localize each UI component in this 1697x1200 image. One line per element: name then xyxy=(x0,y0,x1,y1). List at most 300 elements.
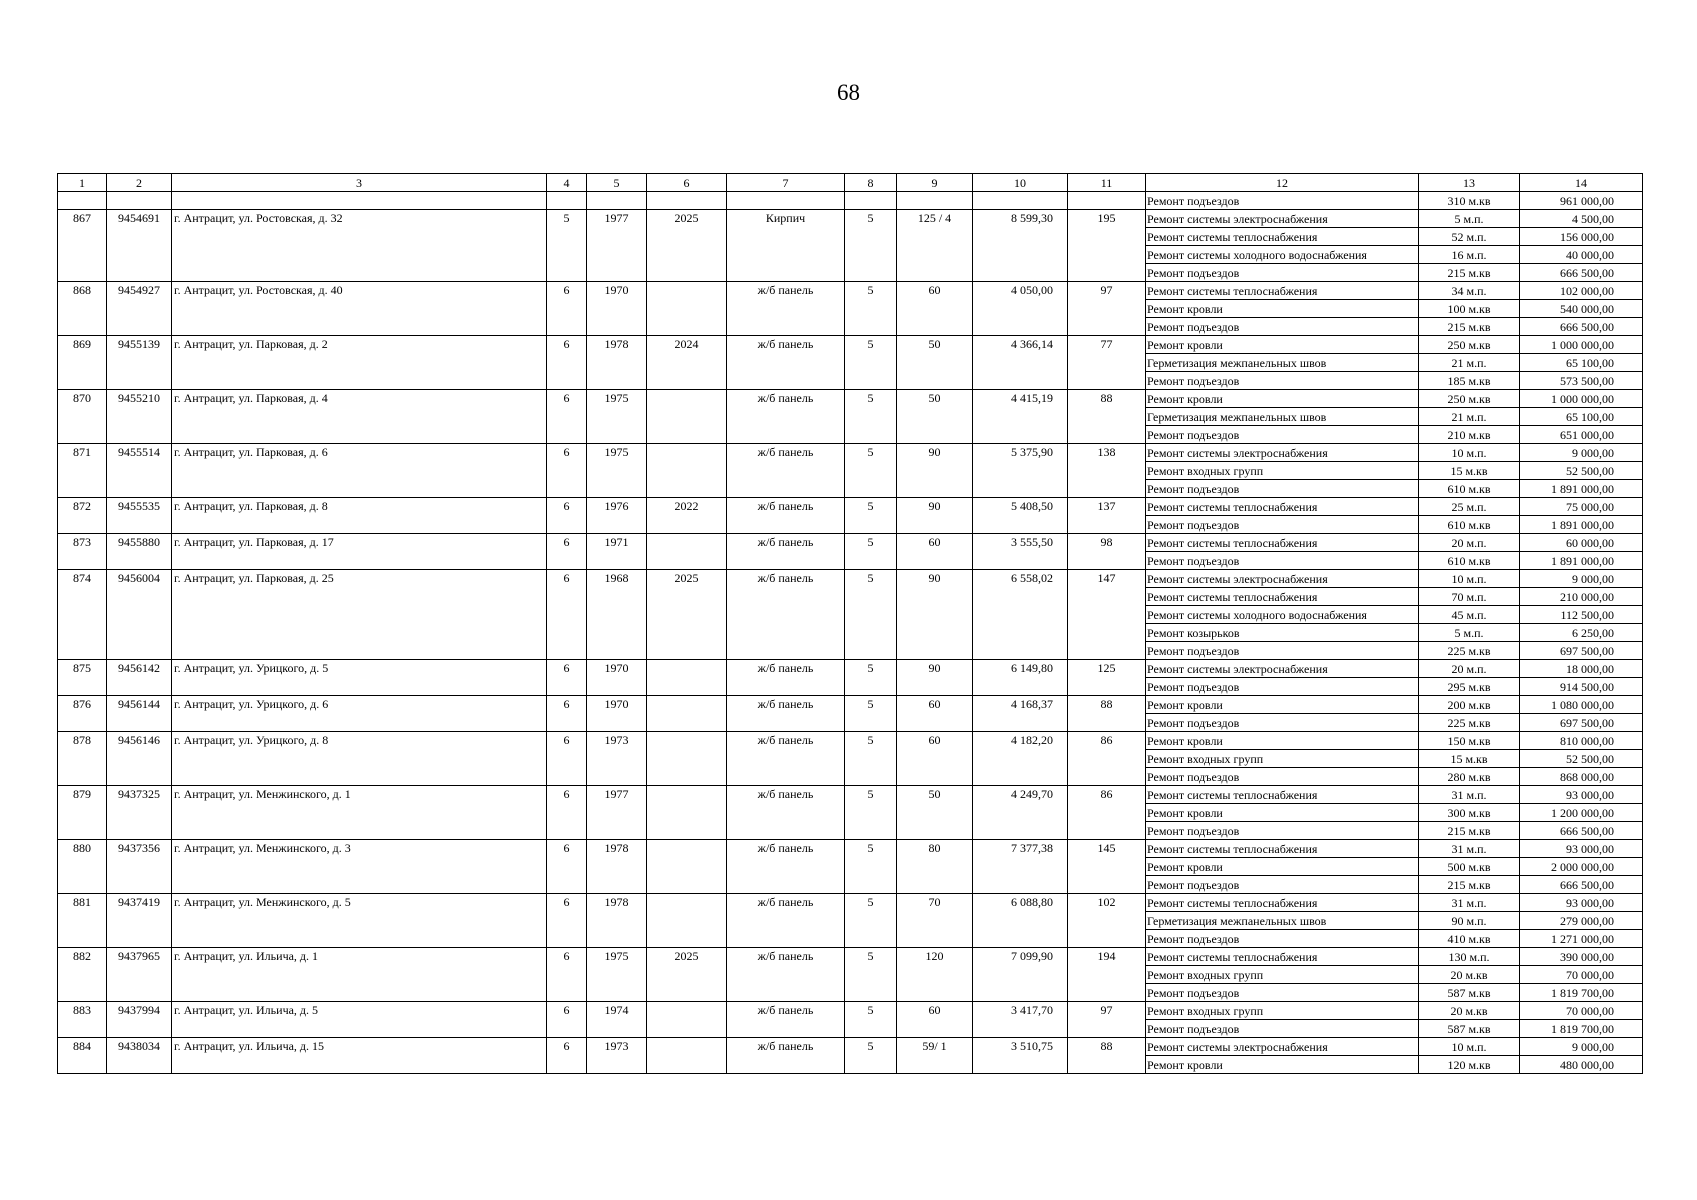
column-header-6: 6 xyxy=(647,174,727,192)
cell-work-cost: 666 500,00 xyxy=(1520,822,1643,840)
cell-col-9: 60 xyxy=(897,1002,973,1020)
cell-work-type: Ремонт системы теплоснабжения xyxy=(1146,588,1419,606)
cell-col-11: 97 xyxy=(1068,1002,1146,1020)
cell-building-id xyxy=(107,552,172,570)
cell-col-11: 86 xyxy=(1068,786,1146,804)
cell-col-4: 6 xyxy=(547,336,587,354)
cell-col-9: 50 xyxy=(897,336,973,354)
cell-work-type: Ремонт подъездов xyxy=(1146,822,1419,840)
cell-work-volume: 70 м.п. xyxy=(1419,588,1520,606)
cell-work-cost: 1 819 700,00 xyxy=(1520,984,1643,1002)
cell-col-4 xyxy=(547,354,587,372)
cell-build-year: 1975 xyxy=(587,948,647,966)
cell-work-cost: 52 500,00 xyxy=(1520,462,1643,480)
cell-col-11: 125 xyxy=(1068,660,1146,678)
cell-address xyxy=(172,750,547,768)
cell-col-11 xyxy=(1068,192,1146,210)
cell-floors: 5 xyxy=(845,336,897,354)
cell-area xyxy=(973,966,1068,984)
cell-col-11 xyxy=(1068,714,1146,732)
table-row xyxy=(58,894,1643,912)
cell-record-number: 873 xyxy=(58,534,107,552)
cell-building-id: 9456146 xyxy=(107,732,172,750)
cell-col-4 xyxy=(547,588,587,606)
table-row xyxy=(58,192,1643,210)
cell-work-volume: 300 м.кв xyxy=(1419,804,1520,822)
cell-build-year xyxy=(587,372,647,390)
cell-address xyxy=(172,876,547,894)
cell-area: 4 168,37 xyxy=(973,696,1068,714)
cell-work-volume: 587 м.кв xyxy=(1419,1020,1520,1038)
cell-building-id xyxy=(107,246,172,264)
cell-building-id: 9454691 xyxy=(107,210,172,228)
table-row xyxy=(58,984,1643,1002)
cell-record-number xyxy=(58,588,107,606)
cell-work-type: Ремонт подъездов xyxy=(1146,1020,1419,1038)
cell-col-9: 90 xyxy=(897,660,973,678)
cell-work-cost: 4 500,00 xyxy=(1520,210,1643,228)
cell-work-cost: 390 000,00 xyxy=(1520,948,1643,966)
cell-floors xyxy=(845,642,897,660)
cell-wall-material xyxy=(727,300,845,318)
cell-work-type: Ремонт подъездов xyxy=(1146,426,1419,444)
table-row xyxy=(58,714,1643,732)
cell-col-11: 145 xyxy=(1068,840,1146,858)
cell-floors xyxy=(845,480,897,498)
cell-work-type: Ремонт подъездов xyxy=(1146,876,1419,894)
cell-work-volume: 130 м.п. xyxy=(1419,948,1520,966)
cell-col-6 xyxy=(647,354,727,372)
cell-work-type: Ремонт подъездов xyxy=(1146,516,1419,534)
table-row xyxy=(58,372,1643,390)
cell-col-4 xyxy=(547,408,587,426)
cell-work-type: Ремонт подъездов xyxy=(1146,192,1419,210)
cell-record-number xyxy=(58,426,107,444)
cell-build-year xyxy=(587,750,647,768)
table-row xyxy=(58,570,1643,588)
table-row xyxy=(58,390,1643,408)
cell-record-number: 869 xyxy=(58,336,107,354)
cell-building-id xyxy=(107,462,172,480)
cell-work-volume: 45 м.п. xyxy=(1419,606,1520,624)
cell-col-4 xyxy=(547,372,587,390)
cell-col-9 xyxy=(897,246,973,264)
cell-building-id xyxy=(107,642,172,660)
cell-floors xyxy=(845,876,897,894)
cell-address: г. Антрацит, ул. Парковая, д. 25 xyxy=(172,570,547,588)
cell-wall-material xyxy=(727,876,845,894)
cell-work-type: Герметизация межпанельных швов xyxy=(1146,912,1419,930)
table-row xyxy=(58,354,1643,372)
cell-address xyxy=(172,930,547,948)
cell-col-11 xyxy=(1068,264,1146,282)
cell-col-6 xyxy=(647,840,727,858)
cell-building-id xyxy=(107,768,172,786)
table-row xyxy=(58,822,1643,840)
cell-work-cost: 914 500,00 xyxy=(1520,678,1643,696)
cell-col-6 xyxy=(647,372,727,390)
cell-building-id xyxy=(107,264,172,282)
cell-build-year xyxy=(587,822,647,840)
cell-area xyxy=(973,804,1068,822)
cell-col-4: 6 xyxy=(547,660,587,678)
cell-address xyxy=(172,228,547,246)
cell-record-number xyxy=(58,876,107,894)
cell-wall-material xyxy=(727,480,845,498)
cell-col-4 xyxy=(547,750,587,768)
cell-col-6 xyxy=(647,750,727,768)
cell-floors: 5 xyxy=(845,840,897,858)
table-row xyxy=(58,210,1643,228)
cell-work-cost: 810 000,00 xyxy=(1520,732,1643,750)
cell-building-id xyxy=(107,192,172,210)
cell-col-6 xyxy=(647,930,727,948)
cell-address: г. Антрацит, ул. Ильича, д. 5 xyxy=(172,1002,547,1020)
cell-area xyxy=(973,678,1068,696)
cell-col-6 xyxy=(647,624,727,642)
cell-work-volume: 20 м.п. xyxy=(1419,534,1520,552)
cell-col-4 xyxy=(547,246,587,264)
cell-work-volume: 25 м.п. xyxy=(1419,498,1520,516)
cell-col-9: 60 xyxy=(897,534,973,552)
cell-floors xyxy=(845,426,897,444)
cell-col-4: 6 xyxy=(547,534,587,552)
cell-building-id xyxy=(107,426,172,444)
cell-floors: 5 xyxy=(845,894,897,912)
cell-floors xyxy=(845,1056,897,1074)
cell-build-year xyxy=(587,984,647,1002)
cell-build-year xyxy=(587,624,647,642)
cell-wall-material: ж/б панель xyxy=(727,282,845,300)
table-row xyxy=(58,498,1643,516)
cell-floors xyxy=(845,372,897,390)
cell-wall-material xyxy=(727,642,845,660)
cell-address: г. Антрацит, ул. Урицкого, д. 8 xyxy=(172,732,547,750)
cell-work-type: Ремонт подъездов xyxy=(1146,552,1419,570)
cell-building-id: 9437994 xyxy=(107,1002,172,1020)
cell-wall-material: ж/б панель xyxy=(727,498,845,516)
cell-build-year xyxy=(587,462,647,480)
cell-building-id xyxy=(107,678,172,696)
cell-col-6 xyxy=(647,606,727,624)
cell-work-volume: 215 м.кв xyxy=(1419,264,1520,282)
cell-wall-material xyxy=(727,246,845,264)
cell-col-11: 195 xyxy=(1068,210,1146,228)
cell-building-id xyxy=(107,984,172,1002)
cell-work-cost: 112 500,00 xyxy=(1520,606,1643,624)
cell-area: 7 377,38 xyxy=(973,840,1068,858)
cell-building-id: 9455535 xyxy=(107,498,172,516)
cell-area xyxy=(973,624,1068,642)
cell-col-11 xyxy=(1068,516,1146,534)
cell-work-volume: 225 м.кв xyxy=(1419,642,1520,660)
cell-col-6 xyxy=(647,678,727,696)
cell-wall-material xyxy=(727,408,845,426)
cell-col-9 xyxy=(897,678,973,696)
cell-record-number xyxy=(58,318,107,336)
cell-floors xyxy=(845,714,897,732)
cell-build-year xyxy=(587,678,647,696)
cell-record-number xyxy=(58,930,107,948)
cell-area: 5 408,50 xyxy=(973,498,1068,516)
cell-wall-material xyxy=(727,750,845,768)
cell-col-9: 60 xyxy=(897,696,973,714)
cell-col-6 xyxy=(647,1038,727,1056)
cell-record-number: 879 xyxy=(58,786,107,804)
cell-building-id: 9456144 xyxy=(107,696,172,714)
cell-work-volume: 610 м.кв xyxy=(1419,480,1520,498)
cell-work-volume: 100 м.кв xyxy=(1419,300,1520,318)
cell-col-11 xyxy=(1068,876,1146,894)
cell-col-11 xyxy=(1068,300,1146,318)
cell-wall-material xyxy=(727,606,845,624)
cell-area: 6 088,80 xyxy=(973,894,1068,912)
cell-wall-material: ж/б панель xyxy=(727,1002,845,1020)
table-row xyxy=(58,300,1643,318)
table-row xyxy=(58,336,1643,354)
cell-building-id xyxy=(107,300,172,318)
cell-col-9 xyxy=(897,912,973,930)
cell-work-volume: 10 м.п. xyxy=(1419,570,1520,588)
cell-record-number: 868 xyxy=(58,282,107,300)
cell-col-9 xyxy=(897,858,973,876)
table-row xyxy=(58,750,1643,768)
cell-work-volume: 15 м.кв xyxy=(1419,750,1520,768)
table-row xyxy=(58,264,1643,282)
cell-work-cost: 666 500,00 xyxy=(1520,876,1643,894)
table-row xyxy=(58,1038,1643,1056)
cell-col-11 xyxy=(1068,354,1146,372)
cell-build-year xyxy=(587,588,647,606)
cell-area xyxy=(973,876,1068,894)
cell-area xyxy=(973,930,1068,948)
cell-record-number xyxy=(58,678,107,696)
cell-col-6 xyxy=(647,822,727,840)
cell-address xyxy=(172,804,547,822)
cell-work-cost: 1 891 000,00 xyxy=(1520,552,1643,570)
cell-address xyxy=(172,678,547,696)
cell-floors: 5 xyxy=(845,282,897,300)
cell-col-6 xyxy=(647,1056,727,1074)
cell-floors xyxy=(845,930,897,948)
cell-address: г. Антрацит, ул. Менжинского, д. 3 xyxy=(172,840,547,858)
cell-work-type: Ремонт кровли xyxy=(1146,1056,1419,1074)
cell-work-cost: 666 500,00 xyxy=(1520,264,1643,282)
cell-col-6 xyxy=(647,228,727,246)
cell-col-4: 6 xyxy=(547,948,587,966)
cell-address: г. Антрацит, ул. Ростовская, д. 32 xyxy=(172,210,547,228)
cell-work-cost: 651 000,00 xyxy=(1520,426,1643,444)
cell-build-year xyxy=(587,966,647,984)
cell-col-4: 6 xyxy=(547,696,587,714)
cell-col-6 xyxy=(647,246,727,264)
cell-col-4 xyxy=(547,966,587,984)
cell-work-cost: 18 000,00 xyxy=(1520,660,1643,678)
cell-work-volume: 16 м.п. xyxy=(1419,246,1520,264)
cell-area xyxy=(973,264,1068,282)
cell-work-volume: 610 м.кв xyxy=(1419,552,1520,570)
cell-record-number: 874 xyxy=(58,570,107,588)
cell-area xyxy=(973,714,1068,732)
table-row xyxy=(58,408,1643,426)
cell-col-9 xyxy=(897,1056,973,1074)
cell-area xyxy=(973,588,1068,606)
cell-wall-material: ж/б панель xyxy=(727,840,845,858)
cell-col-9 xyxy=(897,984,973,1002)
column-header-13: 13 xyxy=(1419,174,1520,192)
cell-area xyxy=(973,606,1068,624)
cell-col-11: 88 xyxy=(1068,696,1146,714)
cell-build-year xyxy=(587,354,647,372)
cell-col-4 xyxy=(547,930,587,948)
cell-col-6 xyxy=(647,1020,727,1038)
cell-address xyxy=(172,768,547,786)
cell-col-6 xyxy=(647,768,727,786)
cell-work-cost: 1 080 000,00 xyxy=(1520,696,1643,714)
cell-build-year xyxy=(587,1056,647,1074)
cell-col-4 xyxy=(547,318,587,336)
cell-area xyxy=(973,462,1068,480)
cell-record-number xyxy=(58,804,107,822)
cell-work-volume: 215 м.кв xyxy=(1419,876,1520,894)
cell-record-number: 883 xyxy=(58,1002,107,1020)
column-header-4: 4 xyxy=(547,174,587,192)
cell-col-11 xyxy=(1068,624,1146,642)
cell-work-volume: 250 м.кв xyxy=(1419,336,1520,354)
cell-floors xyxy=(845,984,897,1002)
cell-record-number: 876 xyxy=(58,696,107,714)
cell-building-id: 9455210 xyxy=(107,390,172,408)
cell-col-9 xyxy=(897,372,973,390)
cell-wall-material xyxy=(727,966,845,984)
cell-build-year: 1977 xyxy=(587,210,647,228)
cell-wall-material xyxy=(727,588,845,606)
cell-floors xyxy=(845,804,897,822)
cell-address xyxy=(172,984,547,1002)
table-row xyxy=(58,678,1643,696)
cell-building-id: 9454927 xyxy=(107,282,172,300)
cell-work-cost: 1 819 700,00 xyxy=(1520,1020,1643,1038)
cell-col-6 xyxy=(647,282,727,300)
cell-work-cost: 9 000,00 xyxy=(1520,1038,1643,1056)
cell-building-id xyxy=(107,858,172,876)
cell-wall-material: ж/б панель xyxy=(727,390,845,408)
cell-col-9 xyxy=(897,642,973,660)
cell-work-volume: 20 м.кв xyxy=(1419,1002,1520,1020)
cell-floors: 5 xyxy=(845,1038,897,1056)
cell-address xyxy=(172,714,547,732)
cell-build-year xyxy=(587,930,647,948)
cell-building-id: 9437965 xyxy=(107,948,172,966)
cell-building-id: 9437419 xyxy=(107,894,172,912)
cell-record-number xyxy=(58,300,107,318)
cell-work-cost: 156 000,00 xyxy=(1520,228,1643,246)
cell-col-4 xyxy=(547,1056,587,1074)
cell-work-type: Ремонт системы теплоснабжения xyxy=(1146,948,1419,966)
cell-area xyxy=(973,822,1068,840)
cell-build-year: 1978 xyxy=(587,894,647,912)
table-row xyxy=(58,948,1643,966)
cell-build-year xyxy=(587,912,647,930)
cell-work-cost: 540 000,00 xyxy=(1520,300,1643,318)
cell-building-id xyxy=(107,354,172,372)
cell-building-id xyxy=(107,966,172,984)
table-header xyxy=(58,174,1643,192)
cell-col-9 xyxy=(897,624,973,642)
cell-col-4 xyxy=(547,804,587,822)
cell-area xyxy=(973,858,1068,876)
cell-work-cost: 65 100,00 xyxy=(1520,354,1643,372)
cell-record-number xyxy=(58,642,107,660)
cell-col-11 xyxy=(1068,1056,1146,1074)
cell-area xyxy=(973,912,1068,930)
cell-col-4: 6 xyxy=(547,498,587,516)
column-header-12: 12 xyxy=(1146,174,1419,192)
cell-build-year: 1970 xyxy=(587,660,647,678)
cell-work-type: Ремонт системы электроснабжения xyxy=(1146,210,1419,228)
cell-build-year xyxy=(587,552,647,570)
cell-build-year xyxy=(587,768,647,786)
cell-col-4: 6 xyxy=(547,732,587,750)
cell-col-11 xyxy=(1068,480,1146,498)
cell-building-id: 9455139 xyxy=(107,336,172,354)
cell-work-cost: 75 000,00 xyxy=(1520,498,1643,516)
cell-wall-material xyxy=(727,1020,845,1038)
cell-col-4 xyxy=(547,642,587,660)
cell-address xyxy=(172,858,547,876)
cell-floors xyxy=(845,354,897,372)
cell-col-6 xyxy=(647,858,727,876)
cell-col-6: 2025 xyxy=(647,210,727,228)
cell-address xyxy=(172,192,547,210)
cell-area xyxy=(973,372,1068,390)
cell-floors xyxy=(845,1020,897,1038)
cell-col-6 xyxy=(647,444,727,462)
cell-col-4: 6 xyxy=(547,444,587,462)
cell-area xyxy=(973,480,1068,498)
cell-area xyxy=(973,228,1068,246)
cell-address xyxy=(172,552,547,570)
cell-build-year: 1973 xyxy=(587,732,647,750)
cell-col-11 xyxy=(1068,408,1146,426)
cell-work-type: Герметизация межпанельных швов xyxy=(1146,354,1419,372)
cell-build-year xyxy=(587,264,647,282)
cell-col-4 xyxy=(547,426,587,444)
cell-work-type: Ремонт козырьков xyxy=(1146,624,1419,642)
cell-wall-material xyxy=(727,552,845,570)
cell-wall-material: ж/б панель xyxy=(727,336,845,354)
cell-area xyxy=(973,192,1068,210)
table-body xyxy=(58,192,1643,1074)
cell-col-9 xyxy=(897,606,973,624)
cell-col-9 xyxy=(897,768,973,786)
cell-col-9 xyxy=(897,318,973,336)
cell-col-4 xyxy=(547,858,587,876)
cell-record-number xyxy=(58,984,107,1002)
cell-col-6 xyxy=(647,786,727,804)
cell-work-volume: 587 м.кв xyxy=(1419,984,1520,1002)
cell-work-volume: 5 м.п. xyxy=(1419,210,1520,228)
cell-building-id xyxy=(107,408,172,426)
cell-build-year: 1978 xyxy=(587,840,647,858)
cell-floors: 5 xyxy=(845,444,897,462)
cell-address xyxy=(172,426,547,444)
cell-address xyxy=(172,624,547,642)
cell-build-year: 1974 xyxy=(587,1002,647,1020)
cell-area: 3 417,70 xyxy=(973,1002,1068,1020)
cell-work-type: Ремонт кровли xyxy=(1146,696,1419,714)
cell-work-volume: 210 м.кв xyxy=(1419,426,1520,444)
